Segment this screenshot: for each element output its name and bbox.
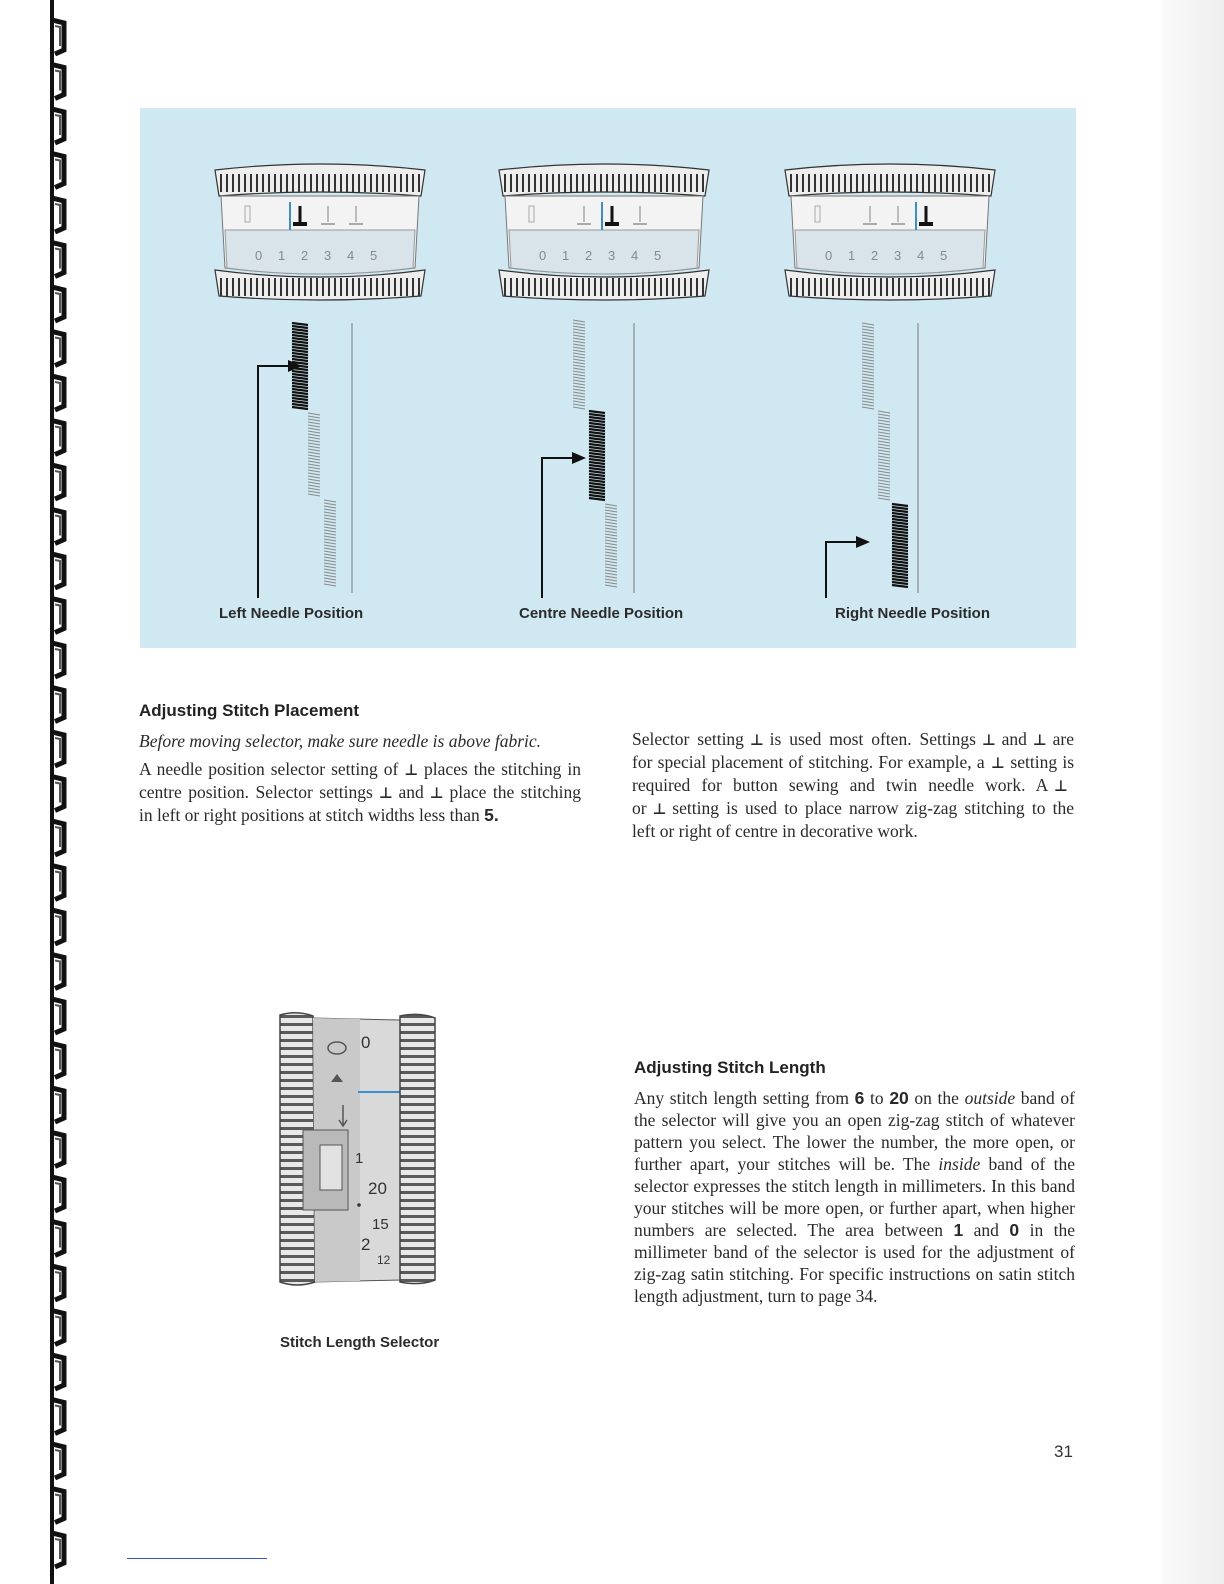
dial-number: 2 — [301, 248, 309, 263]
selector-mark-0: 0 — [361, 1033, 371, 1052]
stitch-band — [324, 500, 336, 586]
right-needle-dial — [785, 164, 995, 300]
active-stitch-band — [892, 504, 908, 587]
placement-usage-paragraph: Selector setting ⊥ is used most often. Settings ⊥ and ⊥ are for special placement of stitching. For example, a ⊥ setting is required for button sewing and twin needle work. A ⊥or ⊥ setting is used to place narrow zig-zag stitching to the left or right of centre in decorative work. — [632, 729, 1075, 841]
dial-number: 3 — [324, 248, 332, 263]
stitch-band — [878, 411, 890, 500]
placement-paragraph: A needle position selector setting of ⊥ places the stitching in centre position. Selector settings ⊥ and ⊥ place the stitching in left or right positions at stitch widths less than 5. — [139, 759, 581, 825]
stitch-length-column — [634, 1057, 1075, 1313]
dial-number: 0 — [255, 248, 263, 263]
dial-number: 0 — [539, 248, 547, 263]
centre-needle-stitches — [542, 320, 634, 598]
needle-position-figure — [140, 108, 1076, 648]
selector-mark-2: 2 — [361, 1235, 371, 1254]
heading-stitch-length: Adjusting Stitch Length — [634, 1058, 826, 1077]
stitch-band — [308, 413, 320, 496]
left-setting-icon: ⊥ — [981, 731, 996, 749]
right-setting-icon: ⊥ — [1032, 731, 1047, 749]
dial-number: 4 — [917, 248, 925, 263]
right-setting-icon: ⊥ — [429, 784, 444, 802]
dial-number: 1 — [278, 248, 286, 263]
dial-number: 5 — [654, 248, 662, 263]
stitch-band — [862, 323, 874, 409]
spiral-binding — [0, 0, 70, 1584]
dial-number: 4 — [347, 248, 355, 263]
stitch-length-paragraph: Any stitch length setting from 6 to 20 on the outside band of the selector will give you an open zig-zag stitch of whatever pattern you select. The lower the number, the more open, or further apart, your stitches will be. The inside band of the selector expresses the stitch length in millimeters. In this band your stitches will be more open, or further apart, when higher numbers are selected. The area between 1 and 0 in the millimeter band of the selector is used for the adjustment of zig-zag satin stitching. For specific instructions on satin stitch length adjustment, turn to page 34. — [634, 1088, 1076, 1306]
caption-left-needle: Left Needle Position — [219, 605, 364, 622]
italic-note: Before moving selector, make sure needle is above fabric. — [139, 731, 542, 751]
stitch-band — [605, 504, 617, 587]
centre-setting-icon: ⊥ — [749, 731, 764, 749]
page-edge-shadow — [1162, 0, 1224, 1584]
left-setting-icon: ⊥ — [1054, 777, 1068, 795]
dial-number: 4 — [631, 248, 639, 263]
selector-mark-20: 20 — [368, 1179, 387, 1198]
dial-number: 5 — [940, 248, 948, 263]
dial-number: 1 — [562, 248, 570, 263]
active-stitch-band — [589, 411, 605, 500]
stitch-placement-right-column — [632, 728, 1074, 848]
selector-mark-1: 1 — [355, 1150, 364, 1167]
dial-number: 2 — [585, 248, 593, 263]
left-setting-icon: ⊥ — [990, 754, 1005, 772]
right-needle-stitches — [826, 323, 918, 598]
dial-number: 5 — [370, 248, 378, 263]
page-number: 31 — [1054, 1442, 1073, 1461]
right-setting-icon: ⊥ — [652, 800, 667, 818]
pointer-arrow — [258, 366, 288, 598]
caption-centre-needle: Centre Needle Position — [519, 605, 684, 622]
selector-mark-12: 12 — [377, 1253, 391, 1267]
dial-number: 3 — [894, 248, 902, 263]
caption-right-needle: Right Needle Position — [835, 605, 991, 622]
pointer-arrow — [826, 542, 856, 598]
caption-stitch-length-selector: Stitch Length Selector — [280, 1334, 440, 1351]
left-setting-icon: ⊥ — [378, 784, 393, 802]
footer-rule — [127, 1558, 267, 1559]
heading-stitch-placement: Adjusting Stitch Placement — [139, 701, 360, 720]
centre-needle-dial — [499, 164, 709, 300]
centre-setting-icon: ⊥ — [404, 761, 419, 779]
left-needle-stitches — [258, 323, 352, 598]
pointer-arrow — [542, 458, 572, 598]
stitch-placement-left-column — [139, 700, 581, 832]
selector-mark-15: 15 — [372, 1216, 389, 1233]
stitch-band — [573, 320, 585, 409]
stitch-length-selector-illustration — [275, 1010, 440, 1290]
dial-number: 1 — [848, 248, 856, 263]
dial-number: 2 — [871, 248, 879, 263]
left-needle-dial — [215, 164, 425, 300]
dial-number: 0 — [825, 248, 833, 263]
dial-number: 3 — [608, 248, 616, 263]
